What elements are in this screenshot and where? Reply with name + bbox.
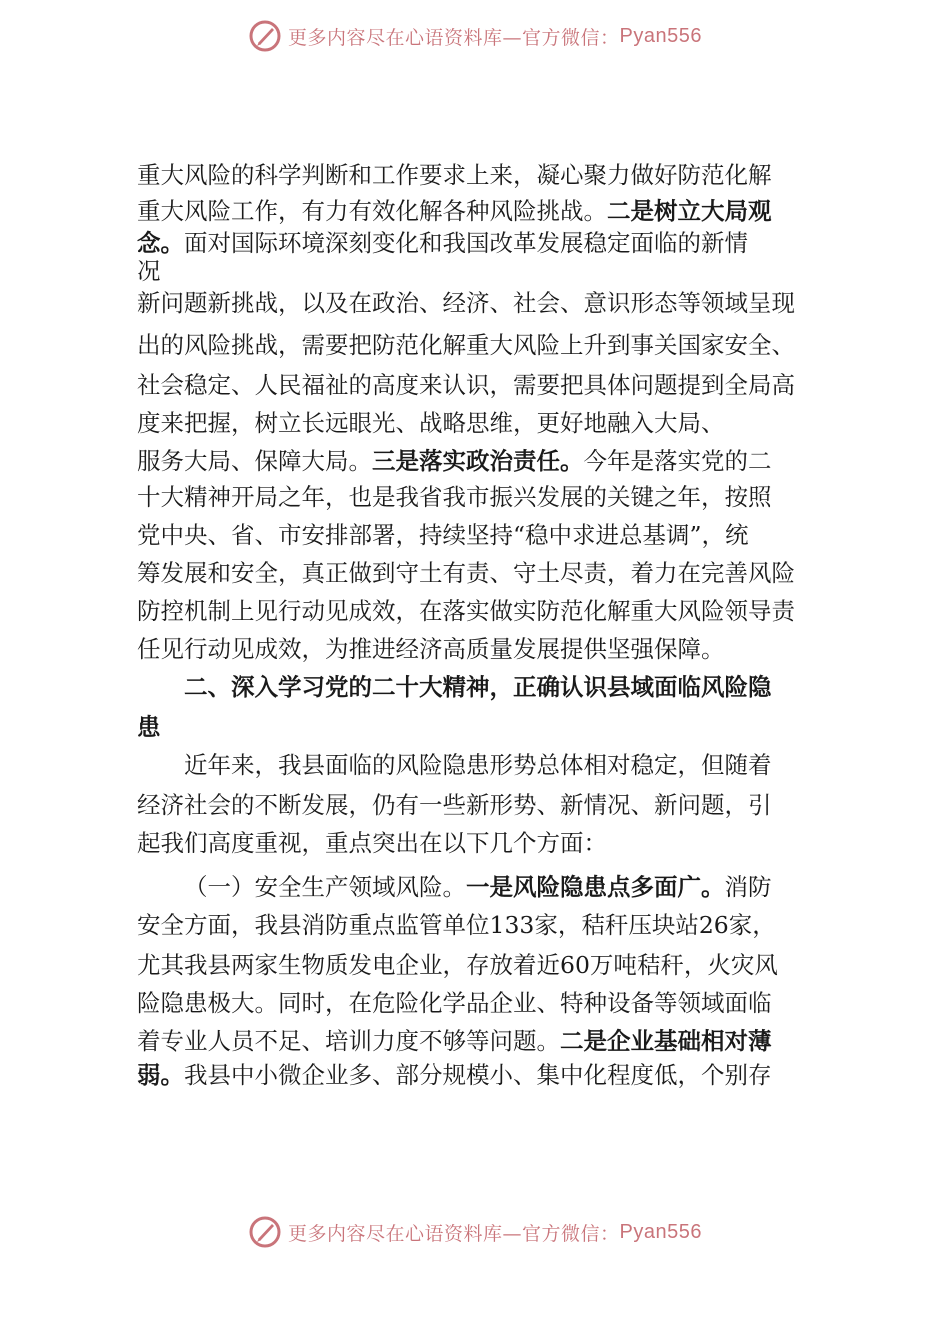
text-line	[137, 788, 772, 822]
text-line	[137, 518, 749, 552]
text-line	[137, 908, 776, 942]
text-segment: 安全方面，我县消防重点监管单位133家，秸秆压块站26家，	[137, 911, 776, 939]
text-segment: 新问题新挑战，以及在政治、经济、社会、意识形态等领域呈现	[137, 289, 795, 317]
text-segment: 度来把握，树立长远眼光、战略思维，更好地融入大局、	[137, 409, 725, 437]
text-segment: 消防	[724, 873, 772, 901]
text-line	[137, 328, 795, 362]
bold-text: 三是落实政治责任。	[372, 447, 584, 475]
text-segment: 筹发展和安全，真正做到守土有责、守土尽责，着力在完善风险	[137, 559, 795, 587]
text-line	[137, 158, 772, 192]
text-segment: 防控机制上见行动见成效，在落实做实防范化解重大风险领导责	[137, 597, 795, 625]
watermark-text: 更多内容尽在心语资料库—官方微信：	[288, 26, 620, 49]
text-line	[137, 1024, 772, 1058]
text-line	[137, 670, 772, 704]
text-line	[137, 254, 161, 288]
text-line	[137, 986, 772, 1020]
logo-icon	[248, 19, 282, 53]
text-line	[137, 948, 778, 982]
text-line	[137, 286, 795, 320]
bold-text: 一是风险隐患点多面广。	[466, 873, 725, 901]
text-segment: 着专业人员不足、培训力度不够等问题。	[137, 1027, 560, 1055]
text-line	[137, 194, 772, 228]
text-line	[137, 480, 772, 514]
bold-text: 弱。	[137, 1061, 184, 1089]
bold-text: 念。	[137, 229, 184, 257]
text-line	[137, 406, 725, 440]
text-segment: （一）安全生产领域风险。	[184, 873, 466, 901]
text-line	[137, 1058, 772, 1092]
text-line	[137, 594, 795, 628]
bold-text: 患	[137, 713, 161, 741]
text-line	[137, 826, 607, 860]
text-segment: 重大风险工作，有力有效化解各种风险挑战。	[137, 197, 607, 225]
text-segment: 经济社会的不断发展，仍有一些新形势、新情况、新问题，引	[137, 791, 772, 819]
text-segment: 重大风险的科学判断和工作要求上来，凝心聚力做好防范化解	[137, 161, 772, 189]
text-segment: 十大精神开局之年，也是我省我市振兴发展的关键之年，按照	[137, 483, 772, 511]
text-line	[137, 710, 161, 744]
text-segment: 社会稳定、人民福祉的高度来认识，需要把具体问题提到全局高	[137, 371, 795, 399]
text-segment: 党中央、省、市安排部署，持续坚持“稳中求进总基调”，统	[137, 521, 749, 549]
text-segment: 今年是落实党的二	[583, 447, 772, 475]
text-segment: 起我们高度重视，重点突出在以下几个方面：	[137, 829, 607, 857]
text-segment: 尤其我县两家生物质发电企业，存放着近60万吨秸秆，火灾风	[137, 951, 778, 979]
text-segment: 出的风险挑战，需要把防范化解重大风险上升到事关国家安全、	[137, 331, 795, 359]
bold-text: 二是企业基础相对薄	[560, 1027, 772, 1055]
text-segment: 服务大局、保障大局。	[137, 447, 372, 475]
watermark-banner-top	[0, 16, 950, 56]
text-segment: 我县中小微企业多、部分规模小、集中化程度低，个别存	[184, 1061, 772, 1089]
text-line	[137, 226, 748, 260]
text-segment: 况	[137, 257, 161, 285]
logo-icon	[248, 1215, 282, 1249]
text-segment: 面对国际环境深刻变化和我国改革发展稳定面临的新情	[184, 229, 748, 257]
watermark-handle: Pyan556	[619, 24, 702, 47]
text-line	[137, 368, 795, 402]
text-segment: 险隐患极大。同时，在危险化学品企业、特种设备等领域面临	[137, 989, 772, 1017]
watermark-banner-bottom	[0, 1212, 950, 1252]
text-line	[137, 632, 725, 666]
bold-text: 二是树立大局观	[607, 197, 772, 225]
text-segment: 任见行动见成效，为推进经济高质量发展提供坚强保障。	[137, 635, 725, 663]
text-segment: 近年来，我县面临的风险隐患形势总体相对稳定，但随着	[184, 751, 772, 779]
bold-text: 二、深入学习党的二十大精神，正确认识县域面临风险隐	[184, 673, 772, 701]
text-line	[137, 748, 772, 782]
watermark-handle: Pyan556	[619, 1220, 702, 1243]
watermark-text: 更多内容尽在心语资料库—官方微信：	[288, 1222, 620, 1245]
text-line	[137, 444, 772, 478]
text-line	[137, 556, 795, 590]
text-line	[137, 870, 772, 904]
